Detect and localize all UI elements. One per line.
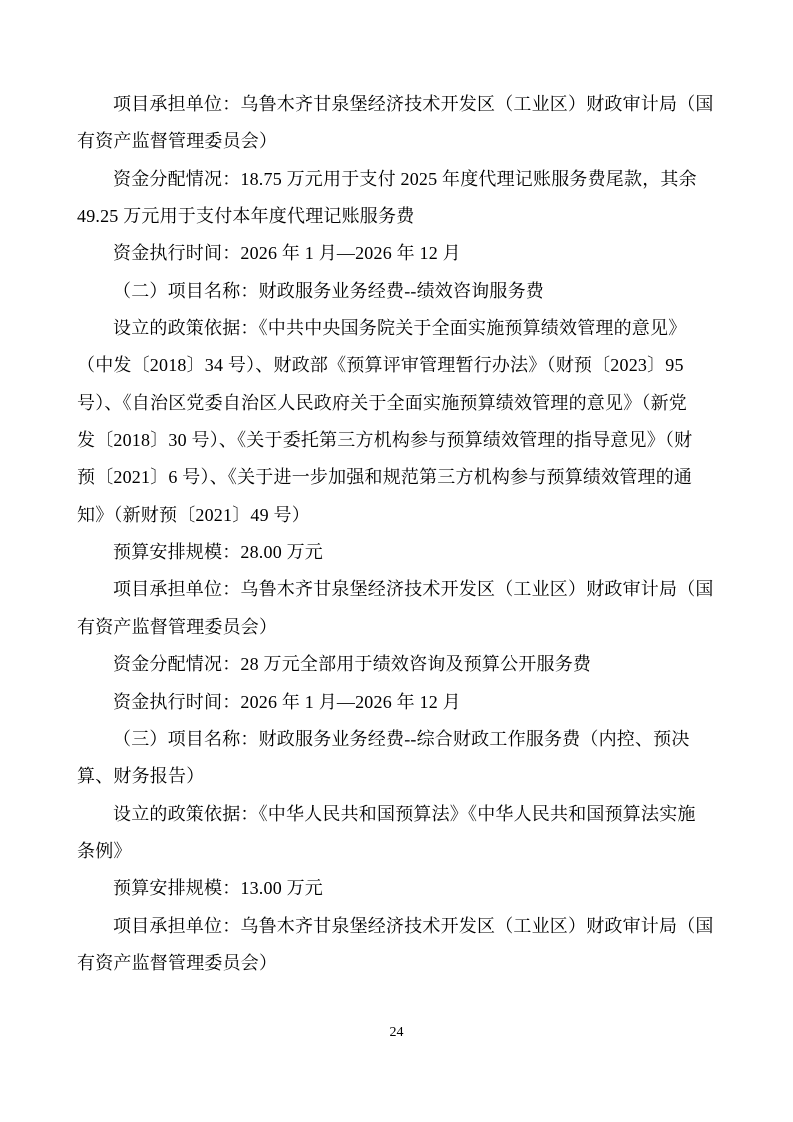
paragraph (77, 86, 719, 161)
text-line: 设立的政策依据：《中共中央国务院关于全面实施预算绩效管理的意见》 (113, 318, 687, 339)
text-line: 项目承担单位：乌鲁木齐甘泉堡经济技术开发区（工业区）财政审计局（国 (113, 579, 714, 600)
text-line: 项目承担单位：乌鲁木齐甘泉堡经济技术开发区（工业区）财政审计局（国 (113, 915, 714, 936)
text-line: 资金执行时间：2026 年 1 月—2026 年 12 月 (113, 243, 461, 264)
text-line: 有资产监督管理委员会） (77, 952, 278, 973)
text-line: 算、财务报告） (77, 766, 205, 787)
paragraph (77, 646, 719, 683)
text-line: 预算安排规模：13.00 万元 (113, 878, 323, 899)
text-line: 设立的政策依据：《中华人民共和国预算法》《中华人民共和国预算法实施 (113, 803, 696, 824)
page-footer (0, 1023, 793, 1042)
text-line: 条例》 (77, 840, 132, 861)
text-line: 资金执行时间：2026 年 1 月—2026 年 12 月 (113, 691, 461, 712)
text-line: 有资产监督管理委员会） (77, 616, 278, 637)
paragraph (77, 571, 719, 646)
text-line: （三）项目名称：财政服务业务经费--综合财政工作服务费（内控、预决 (113, 728, 690, 749)
paragraph (77, 534, 719, 571)
paragraph (77, 161, 719, 236)
text-line: 预算安排规模：28.00 万元 (113, 542, 323, 563)
text-line: 资金分配情况：28 万元全部用于绩效咨询及预算公开服务费 (113, 654, 592, 675)
paragraph (77, 796, 719, 871)
text-line: （二）项目名称：财政服务业务经费--绩效咨询服务费 (113, 280, 544, 301)
paragraph (77, 721, 719, 796)
text-line: 49.25 万元用于支付本年度代理记账服务费 (77, 206, 415, 227)
text-line: 发〔2018〕30 号）、《关于委托第三方机构参与预算绩效管理的指导意见》（财 (77, 430, 693, 451)
paragraph (77, 870, 719, 907)
paragraph (77, 310, 719, 534)
paragraph (77, 684, 719, 721)
paragraph (77, 273, 719, 310)
text-line: 预〔2021〕6 号）、《关于进一步加强和规范第三方机构参与预算绩效管理的通 (77, 467, 693, 488)
page-number: 24 (389, 1025, 404, 1040)
text-line: 资金分配情况：18.75 万元用于支付 2025 年度代理记账服务费尾款，其余 (113, 168, 697, 189)
text-line: （中发〔2018〕34 号）、财政部《预算评审管理暂行办法》（财预〔2023〕95 (77, 355, 684, 376)
document-body (77, 86, 719, 982)
paragraph (77, 235, 719, 272)
text-line: 项目承担单位：乌鲁木齐甘泉堡经济技术开发区（工业区）财政审计局（国 (113, 94, 714, 114)
text-line: 有资产监督管理委员会） (77, 131, 278, 152)
paragraph (77, 908, 719, 983)
text-line: 知》（新财预〔2021〕49 号） (77, 504, 310, 525)
text-line: 号）、《自治区党委自治区人民政府关于全面实施预算绩效管理的意见》（新党 (77, 392, 687, 413)
